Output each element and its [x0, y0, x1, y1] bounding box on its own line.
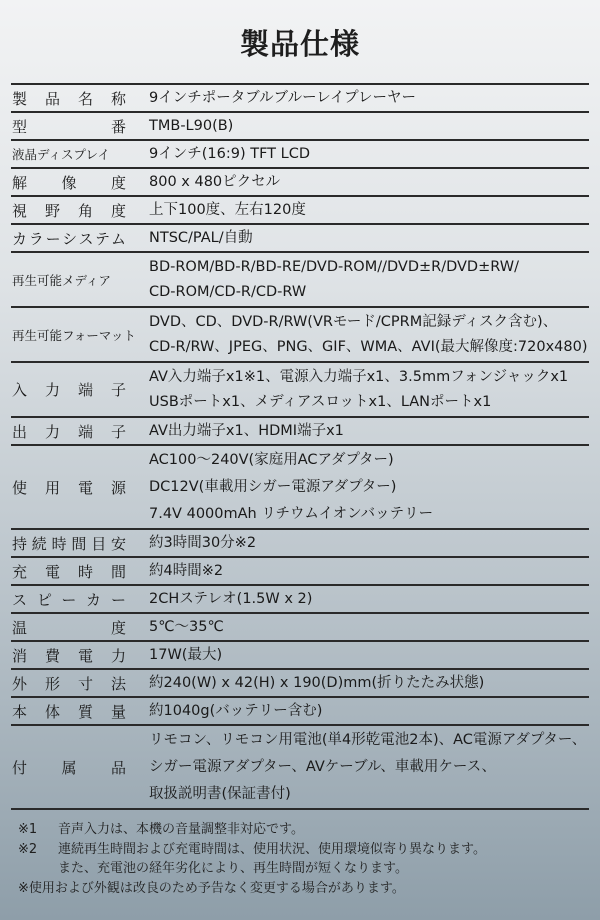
- spec-value: [149, 587, 312, 612]
- spec-label: 付属品: [12, 758, 126, 777]
- spec-value-line: CD-ROM/CD-R/CD-RW: [149, 283, 307, 300]
- spec-label: 消費電力: [12, 646, 126, 665]
- spec-value-line: 約4時間※2: [149, 562, 224, 579]
- spec-row: [11, 253, 589, 308]
- spec-value: [149, 170, 280, 195]
- spec-value: [149, 142, 310, 167]
- spec-label: 視野角度: [12, 201, 126, 220]
- spec-value-line: AC100～240V(家庭用ACアダプター): [149, 451, 394, 468]
- spec-label: 充電時間: [12, 562, 126, 581]
- page-title: 製品仕様: [239, 27, 360, 61]
- spec-row: [11, 670, 589, 698]
- spec-label: 本体質量: [12, 702, 126, 721]
- spec-value-line: 取扱説明書(保証書付): [149, 785, 291, 802]
- spec-label: 使用電源: [12, 478, 126, 497]
- spec-row: [11, 197, 589, 225]
- spec-value: [149, 419, 344, 444]
- spec-value-line: 2CHステレオ(1.5W x 2): [149, 590, 313, 607]
- footnote-2: [18, 840, 486, 860]
- spec-row: [11, 85, 589, 113]
- spec-label: 再生可能メディア: [12, 272, 112, 288]
- spec-value-line: AV出力端子x1、HDMI端子x1: [149, 422, 344, 439]
- spec-value: [149, 699, 322, 724]
- footnote-text: 音声入力は、本機の音量調整非対応です。: [58, 822, 304, 837]
- spec-value-line: USBポートx1、メディアスロットx1、LANポートx1: [149, 393, 492, 410]
- spec-value-line: 約3時間30分※2: [149, 534, 257, 551]
- spec-value: [149, 447, 433, 528]
- footnote-text: 連続再生時間および充電時間は、使用状況、使用環境似寄り異なります。: [58, 841, 486, 857]
- spec-value-line: 上下100度、左右120度: [149, 201, 306, 218]
- spec-value: [149, 198, 306, 223]
- spec-value-line: DVD、CD、DVD-R/RW(VRモード/CPRM記録ディスク含む)、: [149, 313, 558, 330]
- spec-label: カラーシステム: [12, 229, 126, 248]
- spec-value-line: リモコン、リモコン用電池(単4形乾電池2本)、AC電源アダプター、: [149, 731, 587, 748]
- spec-label: 型番: [12, 117, 126, 136]
- footnote-mark: ※1: [18, 822, 38, 837]
- spec-value: [149, 727, 586, 808]
- spec-label: 入力端子: [12, 381, 126, 399]
- spec-row: [11, 530, 589, 558]
- spec-value-line: シガー電源アダプター、AVケーブル、車載用ケース、: [149, 758, 497, 775]
- spec-value-line: 800 x 480ピクセル: [149, 173, 281, 190]
- spec-value-line: 9インチ(16:9) TFT LCD: [149, 145, 310, 162]
- spec-value-line: DC12V(車載用シガー電源アダプター): [149, 478, 397, 495]
- spec-value: [149, 226, 253, 251]
- spec-value-line: 9インチポータブルブルーレイプレーヤー: [149, 89, 417, 106]
- footnote-1: [18, 820, 486, 840]
- spec-value-line: 約1040g(バッテリー含む): [149, 702, 323, 719]
- spec-value-line: AV入力端子x1※1、電源入力端子x1、3.5mmフォンジャックx1: [149, 368, 569, 385]
- spec-value-line: 17W(最大): [149, 646, 223, 663]
- spec-label: 製品名称: [12, 89, 126, 108]
- spec-row: [11, 169, 589, 197]
- spec-value-line: CD-R/RW、JPEG、PNG、GIF、WMA、AVI(最大解像度:720x480): [149, 338, 588, 355]
- footnote-2-continued: また、充電池の経年劣化により、再生時間が短くなります。: [58, 861, 408, 876]
- spec-row: [11, 614, 589, 642]
- spec-value-line: 5℃～35℃: [149, 618, 224, 635]
- spec-row: [11, 308, 589, 363]
- spec-row: [11, 225, 589, 253]
- spec-value: [149, 365, 568, 415]
- footnote-3: ※使用および外観は改良のため予告なく変更する場合があります。: [18, 880, 405, 896]
- footnotes: [18, 820, 486, 898]
- spec-value: [149, 643, 222, 668]
- spec-row: [11, 113, 589, 141]
- spec-row: [11, 558, 589, 586]
- spec-value: [149, 559, 223, 584]
- spec-value-line: BD-ROM/BD-R/BD-RE/DVD-ROM//DVD±R/DVD±RW/: [149, 258, 519, 275]
- spec-value: [149, 114, 233, 139]
- spec-label: 持続時間目安: [12, 534, 126, 553]
- spec-value: [149, 310, 588, 360]
- spec-table: [11, 83, 589, 810]
- spec-label: スピーカー: [12, 590, 126, 609]
- spec-row: [11, 446, 589, 530]
- spec-row: [11, 698, 589, 726]
- spec-value: [149, 255, 519, 305]
- spec-row: [11, 363, 589, 418]
- spec-value: [149, 531, 256, 556]
- spec-value-line: NTSC/PAL/自動: [149, 229, 253, 246]
- spec-value-line: TMB-L90(B): [149, 117, 234, 134]
- spec-label: 出力端子: [12, 422, 126, 441]
- spec-label: 解像度: [12, 173, 126, 192]
- spec-label: 液晶ディスプレイ: [12, 147, 110, 162]
- spec-value-line: 約240(W) x 42(H) x 190(D)mm(折りたたみ状態): [149, 674, 485, 691]
- footnote-mark: ※2: [18, 841, 38, 857]
- spec-label: 再生可能フォーマット: [12, 327, 136, 343]
- spec-value: [149, 86, 416, 111]
- spec-value: [149, 671, 484, 696]
- spec-value: [149, 615, 224, 640]
- spec-row: [11, 586, 589, 614]
- spec-row: [11, 141, 589, 169]
- spec-row: [11, 726, 589, 810]
- spec-row: [11, 418, 589, 446]
- spec-label: 温度: [12, 618, 126, 637]
- spec-value-line: 7.4V 4000mAh リチウムイオンバッテリー: [149, 505, 434, 522]
- spec-row: [11, 642, 589, 670]
- spec-label: 外形寸法: [12, 674, 126, 693]
